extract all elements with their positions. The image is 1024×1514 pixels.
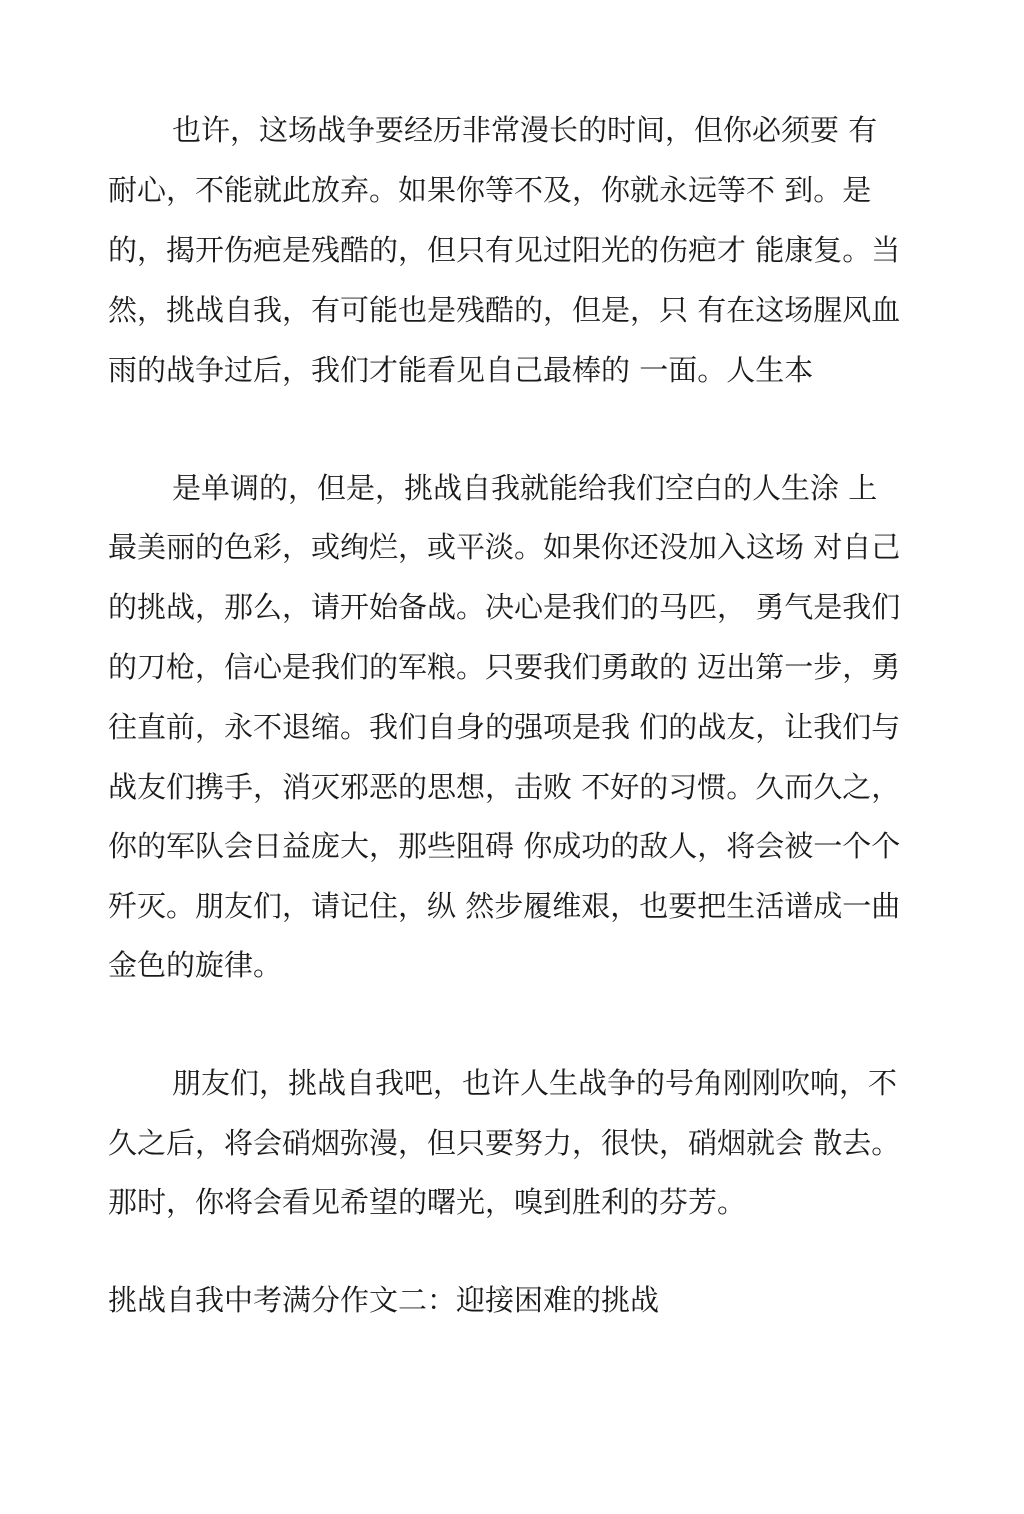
paragraph-line: 然，挑战自我，有可能也是残酷的，但是，只 有在这场腥风血 bbox=[108, 293, 901, 327]
paragraph-line: 也许，这场战争要经历非常漫长的时间，但你必须要 有 bbox=[172, 113, 878, 147]
paragraph-line: 最美丽的色彩，或绚烂，或平淡。如果你还没加入这场 对自己 bbox=[108, 530, 901, 564]
paragraph-line: 那时，你将会看见希望的曙光，嗅到胜利的芬芳。 bbox=[108, 1185, 747, 1219]
paragraph-line: 是单调的，但是，挑战自我就能给我们空白的人生涂 上 bbox=[172, 471, 878, 505]
paragraph-line: 朋友们，挑战自我吧，也许人生战争的号角刚刚吹响，不 bbox=[172, 1066, 898, 1100]
paragraph-line: 的，揭开伤疤是残酷的，但只有见过阳光的伤疤才 能康复。当 bbox=[108, 233, 901, 267]
section-heading: 挑战自我中考满分作文二：迎接困难的挑战 bbox=[108, 1283, 660, 1317]
paragraph-line: 战友们携手，消灭邪恶的思想，击败 不好的习惯。久而久之， bbox=[108, 770, 901, 804]
paragraph-line: 耐心，不能就此放弃。如果你等不及，你就永远等不 到。是 bbox=[108, 173, 872, 207]
paragraph-line: 的刀枪，信心是我们的军粮。只要我们勇敢的 迈出第一步，勇 bbox=[108, 650, 901, 684]
paragraph-line: 的挑战，那么，请开始备战。决心是我们的马匹， 勇气是我们 bbox=[108, 590, 901, 624]
paragraph-line: 雨的战争过后，我们才能看见自己最棒的 一面。人生本 bbox=[108, 353, 814, 387]
paragraph-line: 往直前，永不退缩。我们自身的强项是我 们的战友，让我们与 bbox=[108, 710, 901, 744]
paragraph-line: 歼灭。朋友们，请记住，纵 然步履维艰，也要把生活谱成一曲 bbox=[108, 889, 901, 923]
paragraph-line: 你的军队会日益庞大，那些阻碍 你成功的敌人，将会被一个个 bbox=[108, 829, 901, 863]
paragraph-line: 久之后，将会硝烟弥漫，但只要努力，很快，硝烟就会 散去。 bbox=[108, 1126, 901, 1160]
paragraph-line: 金色的旋律。 bbox=[108, 948, 283, 982]
